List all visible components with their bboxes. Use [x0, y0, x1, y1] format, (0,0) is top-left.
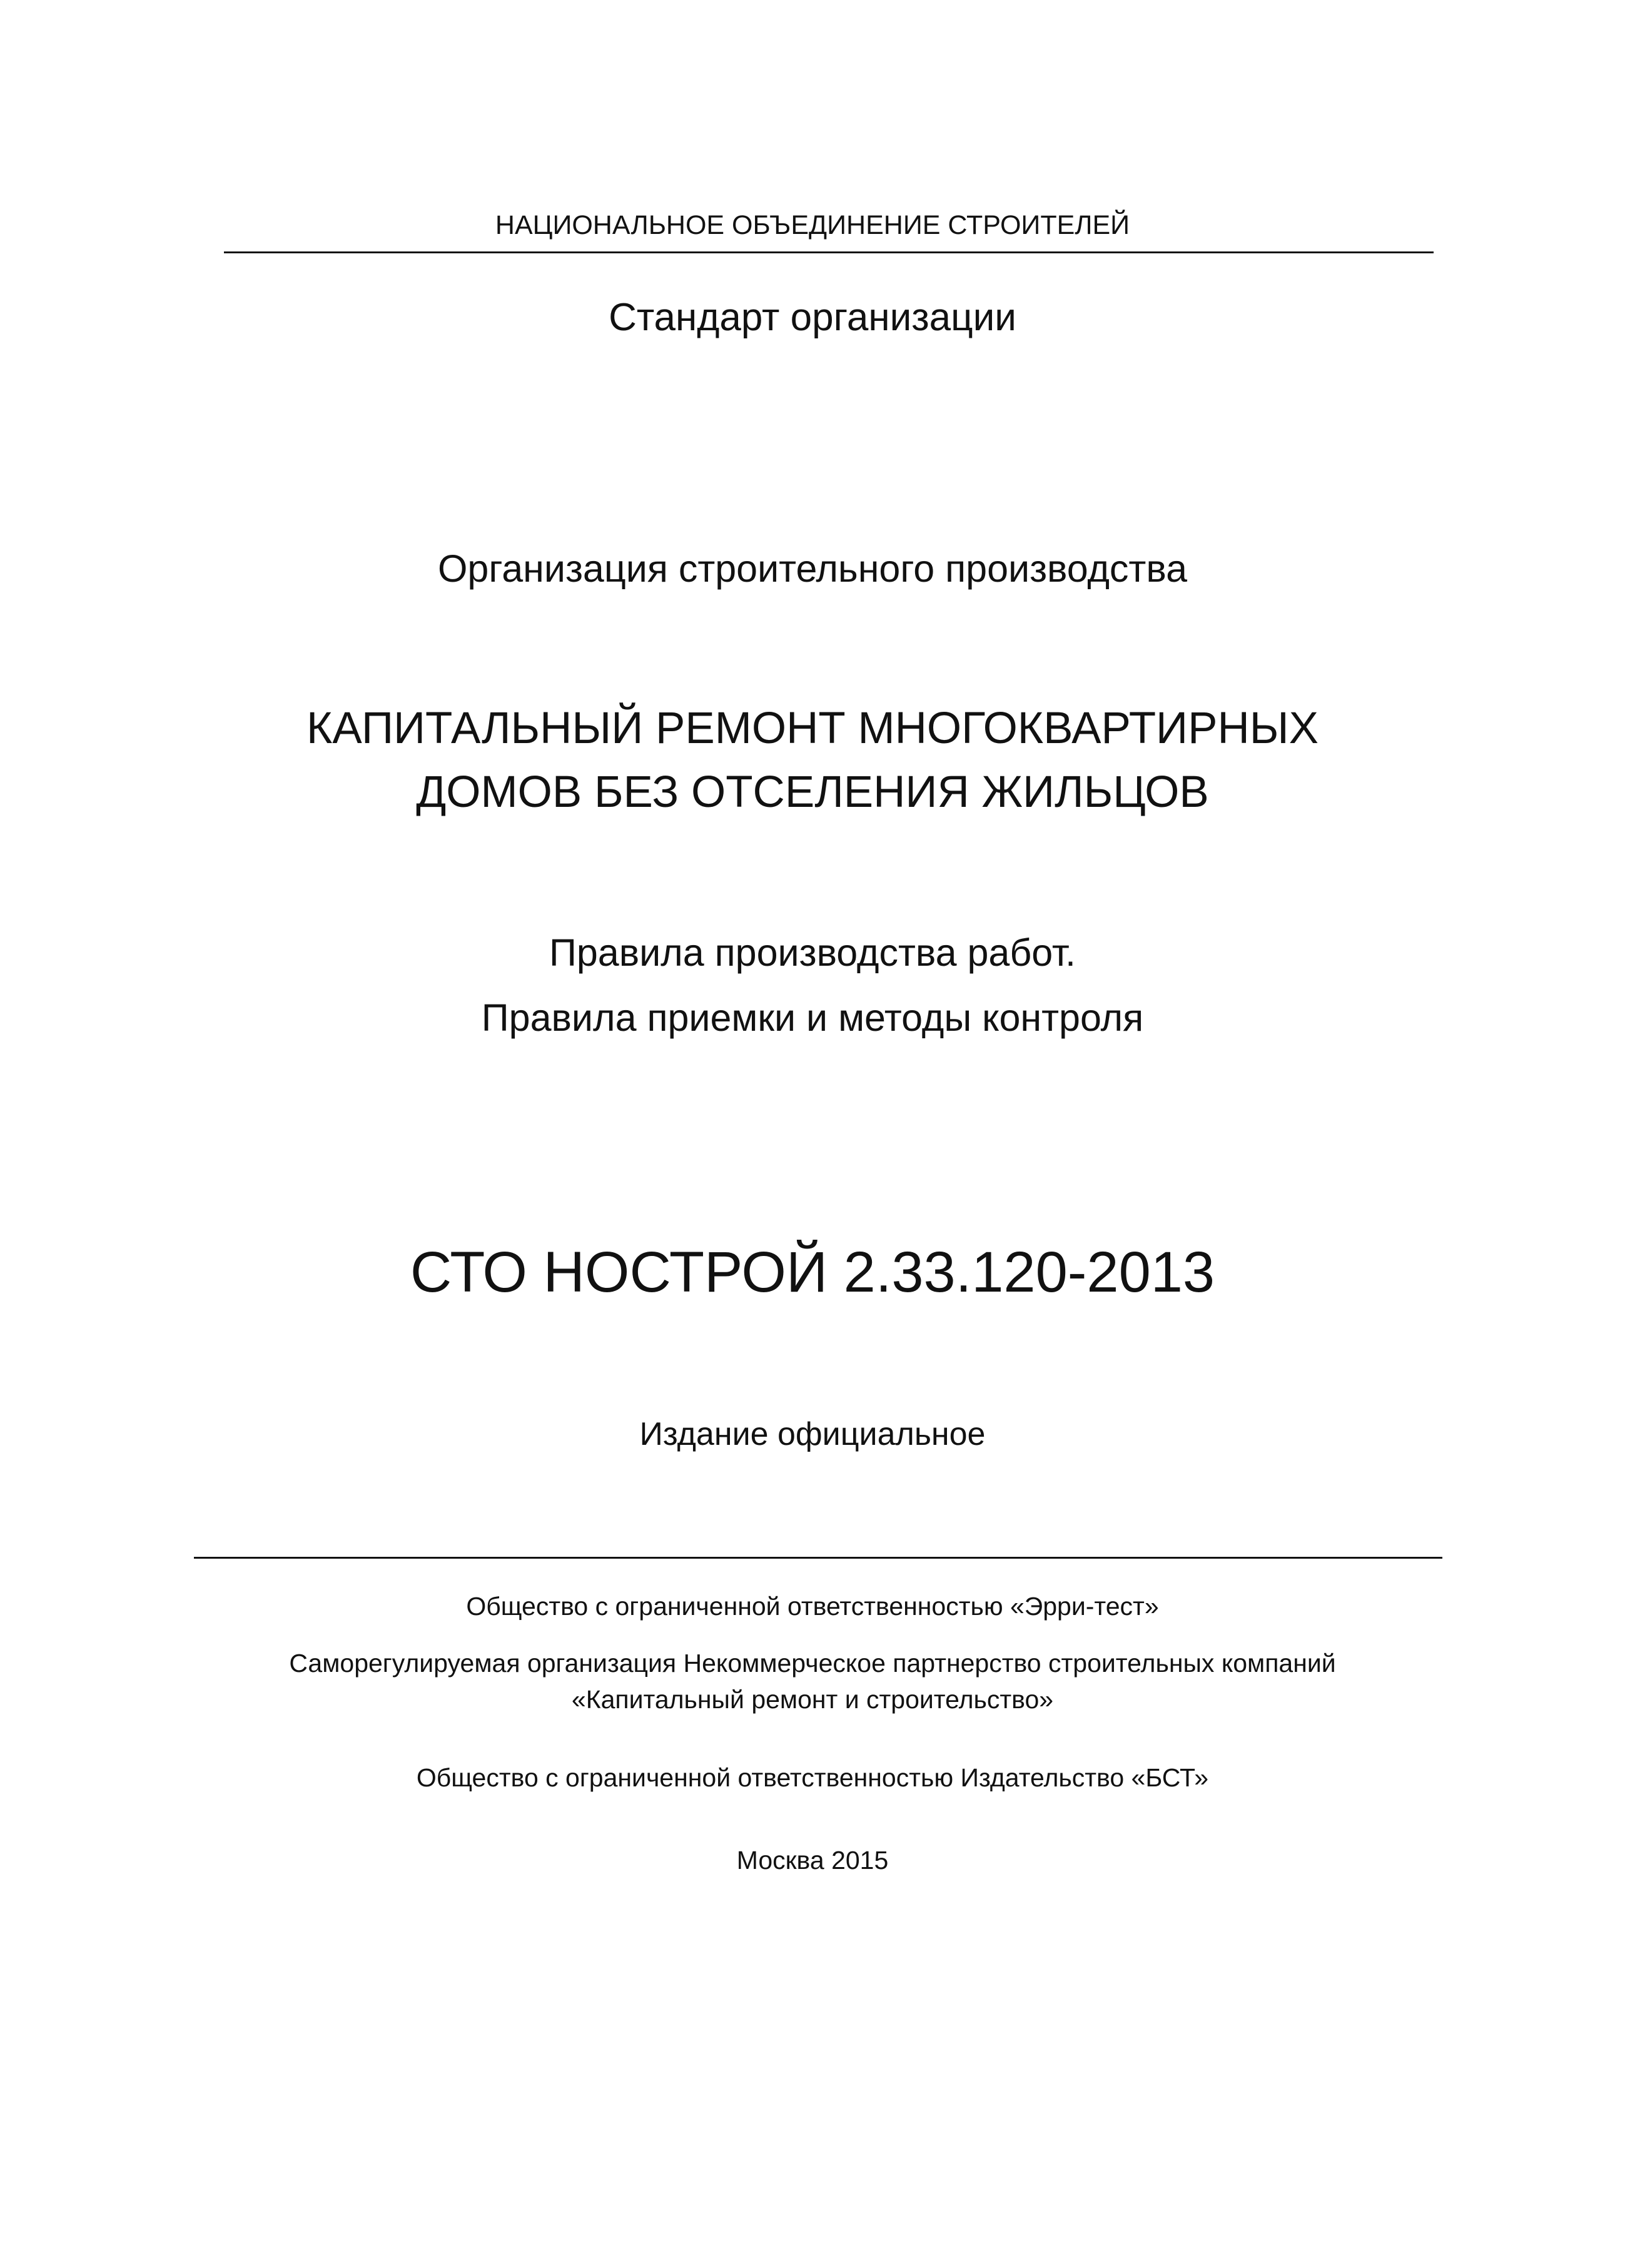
- category-heading: Организация строительного производства: [437, 547, 1188, 590]
- publisher-1: Общество с ограниченной ответственностью «Эрри-тест»: [466, 1592, 1159, 1621]
- standard-designation: СТО НОСТРОЙ 2.33.120-2013: [410, 1240, 1215, 1304]
- document-type: Стандарт организации: [609, 296, 1016, 339]
- publisher-2-line-2: «Капитальный ремонт и строительство»: [571, 1685, 1054, 1714]
- edition-label: Издание официальное: [639, 1416, 986, 1452]
- document-title-line-2: ДОМОВ БЕЗ ОТСЕЛЕНИЯ ЖИЛЬЦОВ: [416, 767, 1209, 817]
- document-title-line-1: КАПИТАЛЬНЫЙ РЕМОНТ МНОГОКВАРТИРНЫХ: [306, 704, 1319, 753]
- subtitle-line-1: Правила производства работ.: [549, 931, 1076, 974]
- city-year: Москва 2015: [736, 1846, 889, 1875]
- publishers-rule: [194, 1557, 1442, 1559]
- publisher-2-line-1: Саморегулируемая организация Некоммерческое партнерство строительных компаний: [289, 1649, 1336, 1678]
- header-rule: [224, 251, 1434, 253]
- publisher-3: Общество с ограниченной ответственностью Издательство «БСТ»: [416, 1763, 1209, 1792]
- organization-header: НАЦИОНАЛЬНОЕ ОБЪЕДИНЕНИЕ СТРОИТЕЛЕЙ: [495, 210, 1130, 240]
- subtitle-line-2: Правила приемки и методы контроля: [481, 996, 1144, 1039]
